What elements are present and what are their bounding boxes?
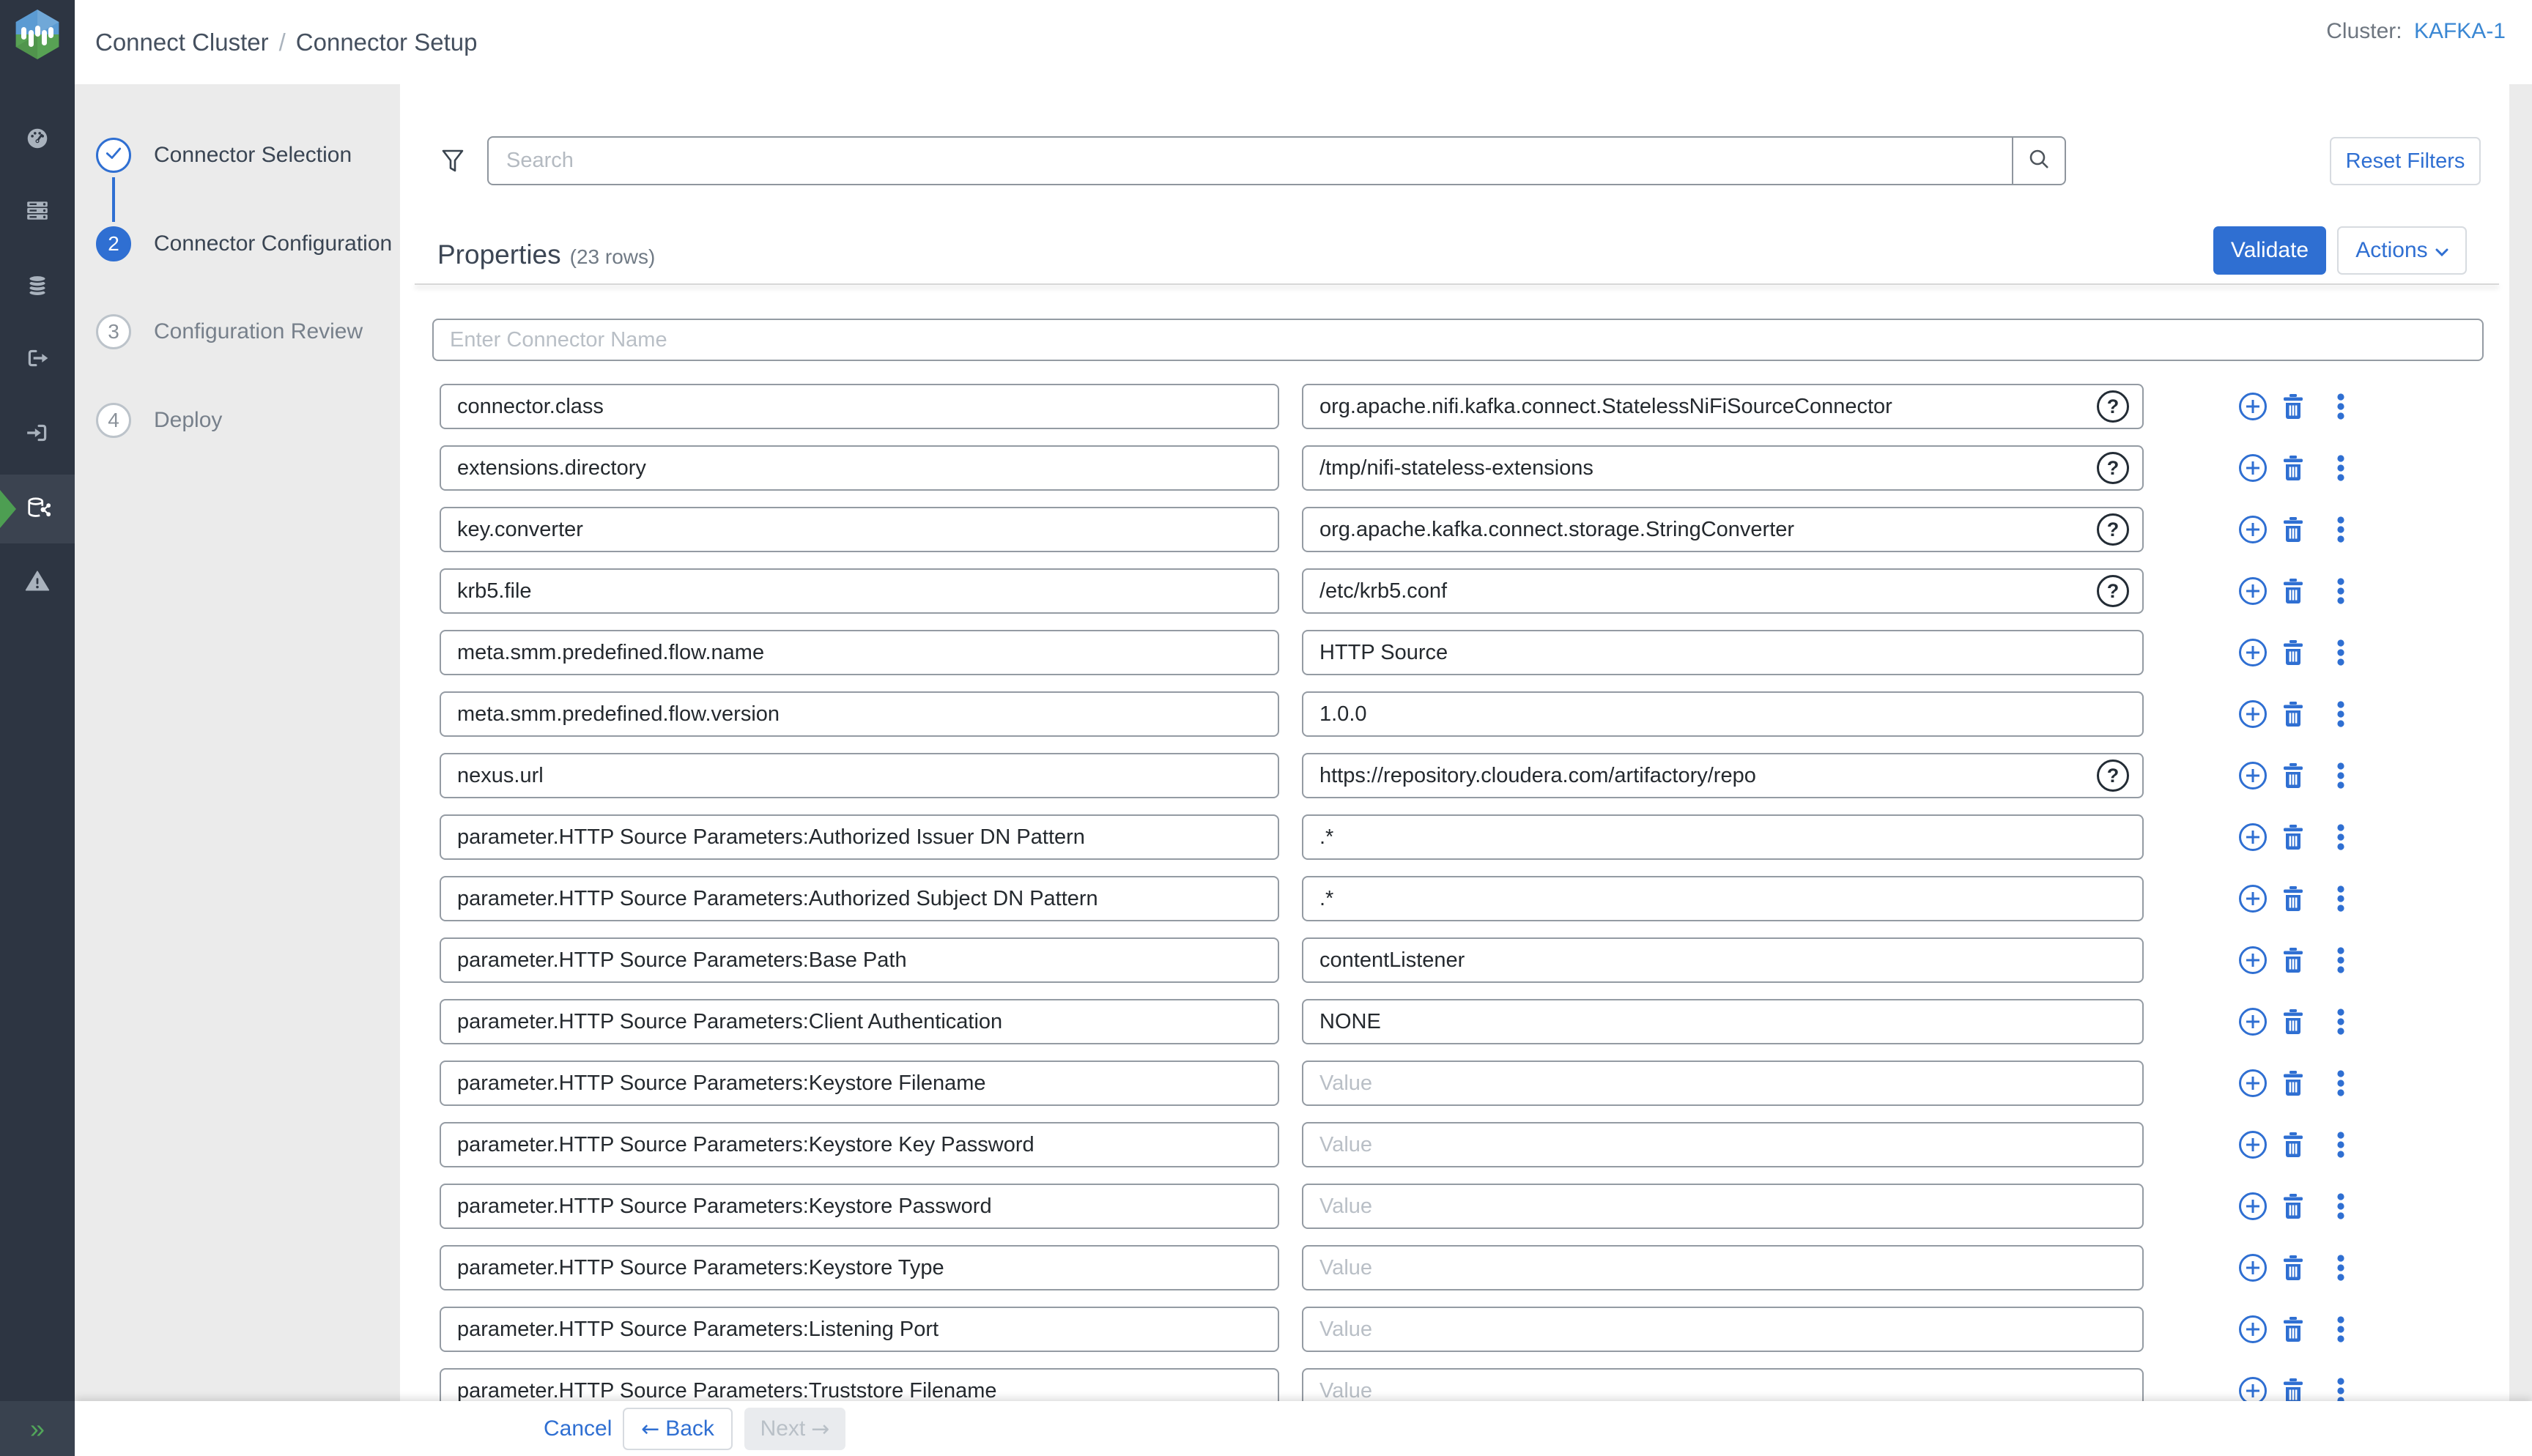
search-group	[487, 136, 2066, 185]
alerts-icon	[25, 568, 50, 597]
row-menu-button[interactable]	[2325, 513, 2357, 546]
sidebar-expand-button[interactable]	[0, 1401, 75, 1456]
help-icon[interactable]: ?	[2097, 452, 2129, 484]
delete-row-button[interactable]	[2277, 821, 2309, 853]
add-row-button[interactable]	[2237, 1006, 2269, 1038]
property-key-input[interactable]	[440, 814, 1279, 860]
breadcrumb-connect-cluster[interactable]: Connect Cluster	[95, 28, 269, 56]
property-value-input[interactable]	[1302, 630, 2144, 675]
check-icon	[104, 144, 123, 168]
properties-divider	[415, 283, 2499, 285]
row-menu-button[interactable]	[2325, 1252, 2357, 1284]
help-icon[interactable]: ?	[2097, 575, 2129, 607]
add-row-button[interactable]	[2237, 698, 2269, 730]
main-panel	[400, 84, 2509, 1401]
add-row-button[interactable]	[2237, 759, 2269, 792]
property-value-input[interactable]	[1302, 1307, 2144, 1352]
delete-row-button[interactable]	[2277, 883, 2309, 915]
add-row-button[interactable]	[2237, 1252, 2269, 1284]
property-value-input[interactable]	[1302, 999, 2144, 1044]
property-row	[400, 384, 2509, 431]
reset-filters-button[interactable]: Reset Filters	[2330, 137, 2481, 185]
breadcrumb	[95, 0, 477, 84]
property-row	[400, 814, 2509, 861]
step-3-indicator[interactable]: 3	[96, 314, 131, 349]
property-value-input[interactable]	[1302, 445, 2144, 491]
add-row-button[interactable]	[2237, 636, 2269, 669]
property-key-input[interactable]	[440, 1184, 1279, 1229]
help-icon[interactable]: ?	[2097, 759, 2129, 792]
property-row	[400, 507, 2509, 554]
breadcrumb-separator: /	[278, 28, 286, 56]
delete-row-button[interactable]	[2277, 452, 2309, 484]
footer-bar	[75, 1401, 2532, 1456]
property-value-input[interactable]	[1302, 1122, 2144, 1167]
property-row	[400, 1368, 2509, 1401]
brokers-icon	[25, 198, 50, 226]
step-3-label: Configuration Review	[154, 319, 363, 343]
properties-title	[437, 239, 655, 270]
row-menu-button[interactable]	[2325, 821, 2357, 853]
property-value-input[interactable]	[1302, 384, 2144, 429]
breadcrumb-connector-setup: Connector Setup	[295, 28, 478, 56]
add-row-button[interactable]	[2237, 1313, 2269, 1345]
property-value-input[interactable]	[1302, 1245, 2144, 1290]
sidebar-item-alerts[interactable]	[0, 548, 75, 617]
property-row	[400, 1307, 2509, 1353]
property-key-input[interactable]	[440, 937, 1279, 983]
actions-button[interactable]	[2337, 226, 2467, 275]
next-button-label: Next	[760, 1416, 806, 1441]
add-row-button[interactable]	[2237, 513, 2269, 546]
property-value-input[interactable]	[1302, 876, 2144, 921]
consumers-icon	[25, 420, 50, 449]
step-1-label: Connector Selection	[154, 143, 352, 167]
step-4-indicator[interactable]: 4	[96, 403, 131, 438]
properties-row-count: (23 rows)	[569, 245, 656, 268]
delete-row-button[interactable]	[2277, 575, 2309, 607]
back-button-label: Back	[665, 1416, 714, 1441]
row-menu-button[interactable]	[2325, 636, 2357, 669]
chevron-down-icon	[2435, 238, 2448, 263]
cluster-label: Cluster:	[2326, 19, 2402, 43]
row-menu-button[interactable]	[2325, 1129, 2357, 1161]
sidebar-item-topics[interactable]	[0, 252, 75, 321]
property-row	[400, 1122, 2509, 1169]
delete-row-button[interactable]	[2277, 1067, 2309, 1099]
property-value-input[interactable]	[1302, 1061, 2144, 1106]
delete-row-button[interactable]	[2277, 1129, 2309, 1161]
property-key-input[interactable]	[440, 1245, 1279, 1290]
property-key-input[interactable]	[440, 1307, 1279, 1352]
property-key-input[interactable]	[440, 445, 1279, 491]
row-menu-button[interactable]	[2325, 1375, 2357, 1401]
add-row-button[interactable]	[2237, 390, 2269, 423]
delete-row-button[interactable]	[2277, 390, 2309, 423]
property-row	[400, 691, 2509, 738]
row-menu-button[interactable]	[2325, 1313, 2357, 1345]
property-value-input[interactable]	[1302, 814, 2144, 860]
search-button[interactable]	[2012, 138, 2065, 184]
stepper	[75, 84, 400, 1401]
property-value-input[interactable]	[1302, 691, 2144, 737]
property-key-input[interactable]	[440, 753, 1279, 798]
search-icon	[2027, 147, 2051, 174]
property-value-input[interactable]	[1302, 1368, 2144, 1401]
step-connector-line	[112, 177, 115, 222]
property-row	[400, 937, 2509, 984]
cluster-name-link[interactable]: KAFKA-1	[2413, 19, 2506, 43]
step-2-label: Connector Configuration	[154, 231, 393, 256]
add-row-button[interactable]	[2237, 944, 2269, 976]
producers-icon	[25, 346, 50, 374]
next-button[interactable]	[744, 1408, 845, 1450]
add-row-button[interactable]	[2237, 452, 2269, 484]
property-value-input[interactable]	[1302, 568, 2144, 614]
add-row-button[interactable]	[2237, 1067, 2269, 1099]
row-menu-button[interactable]	[2325, 759, 2357, 792]
property-row	[400, 445, 2509, 492]
help-icon[interactable]: ?	[2097, 390, 2129, 423]
add-row-button[interactable]	[2237, 883, 2269, 915]
row-menu-button[interactable]	[2325, 883, 2357, 915]
row-menu-button[interactable]	[2325, 452, 2357, 484]
delete-row-button[interactable]	[2277, 1252, 2309, 1284]
add-row-button[interactable]	[2237, 1375, 2269, 1401]
step-1-indicator[interactable]	[96, 138, 131, 173]
row-menu-button[interactable]	[2325, 1006, 2357, 1038]
sidebar	[0, 0, 75, 1456]
smm-logo[interactable]	[10, 7, 64, 62]
sidebar-item-consumers[interactable]	[0, 400, 75, 469]
connect-icon	[24, 494, 51, 524]
add-row-button[interactable]	[2237, 821, 2269, 853]
delete-row-button[interactable]	[2277, 944, 2309, 976]
search-input[interactable]	[489, 138, 2012, 184]
property-key-input[interactable]	[440, 1122, 1279, 1167]
property-key-input[interactable]	[440, 1061, 1279, 1106]
step-4-label: Deploy	[154, 408, 223, 432]
back-button[interactable]	[623, 1408, 733, 1450]
sidebar-item-connect[interactable]	[0, 475, 75, 543]
property-key-input[interactable]	[440, 507, 1279, 552]
header	[75, 0, 2532, 84]
row-menu-button[interactable]	[2325, 575, 2357, 607]
delete-row-button[interactable]	[2277, 1190, 2309, 1222]
help-icon[interactable]: ?	[2097, 513, 2129, 546]
connector-name-input[interactable]	[432, 319, 2484, 361]
property-row	[400, 568, 2509, 615]
sidebar-item-brokers[interactable]	[0, 177, 75, 246]
property-row	[400, 753, 2509, 800]
property-row	[400, 1061, 2509, 1107]
back-arrow-icon: ←	[641, 1416, 660, 1442]
validate-button[interactable]: Validate	[2213, 226, 2326, 275]
step-2-indicator[interactable]: 2	[96, 226, 131, 261]
delete-row-button[interactable]	[2277, 698, 2309, 730]
property-row	[400, 1184, 2509, 1230]
delete-row-button[interactable]	[2277, 1006, 2309, 1038]
properties-title-text: Properties	[437, 239, 561, 270]
delete-row-button[interactable]	[2277, 636, 2309, 669]
row-menu-button[interactable]	[2325, 944, 2357, 976]
row-menu-button[interactable]	[2325, 698, 2357, 730]
property-key-input[interactable]	[440, 384, 1279, 429]
cancel-button[interactable]: Cancel	[544, 1416, 612, 1441]
sidebar-item-dashboard[interactable]	[0, 105, 75, 174]
property-value-input[interactable]	[1302, 507, 2144, 552]
property-key-input[interactable]	[440, 691, 1279, 737]
property-key-input[interactable]	[440, 876, 1279, 921]
delete-row-button[interactable]	[2277, 1313, 2309, 1345]
property-row	[400, 630, 2509, 677]
delete-row-button[interactable]	[2277, 1375, 2309, 1401]
topics-icon	[25, 272, 50, 301]
dashboard-icon	[25, 126, 50, 155]
property-row	[400, 999, 2509, 1046]
property-key-input[interactable]	[440, 630, 1279, 675]
row-menu-button[interactable]	[2325, 1190, 2357, 1222]
property-row	[400, 876, 2509, 923]
property-value-input[interactable]	[1302, 753, 2144, 798]
filter-funnel-icon	[440, 148, 466, 174]
add-row-button[interactable]	[2237, 1190, 2269, 1222]
property-key-input[interactable]	[440, 999, 1279, 1044]
property-key-input[interactable]	[440, 568, 1279, 614]
row-menu-button[interactable]	[2325, 1067, 2357, 1099]
delete-row-button[interactable]	[2277, 759, 2309, 792]
cluster-info	[2326, 19, 2506, 44]
property-value-input[interactable]	[1302, 1184, 2144, 1229]
delete-row-button[interactable]	[2277, 513, 2309, 546]
property-key-input[interactable]	[440, 1368, 1279, 1401]
row-menu-button[interactable]	[2325, 390, 2357, 423]
actions-button-label: Actions	[2355, 238, 2428, 262]
expand-chevrons-icon: »	[29, 1413, 45, 1444]
property-value-input[interactable]	[1302, 937, 2144, 983]
add-row-button[interactable]	[2237, 575, 2269, 607]
add-row-button[interactable]	[2237, 1129, 2269, 1161]
next-arrow-icon: →	[811, 1416, 830, 1442]
sidebar-item-producers[interactable]	[0, 325, 75, 394]
property-row	[400, 1245, 2509, 1292]
